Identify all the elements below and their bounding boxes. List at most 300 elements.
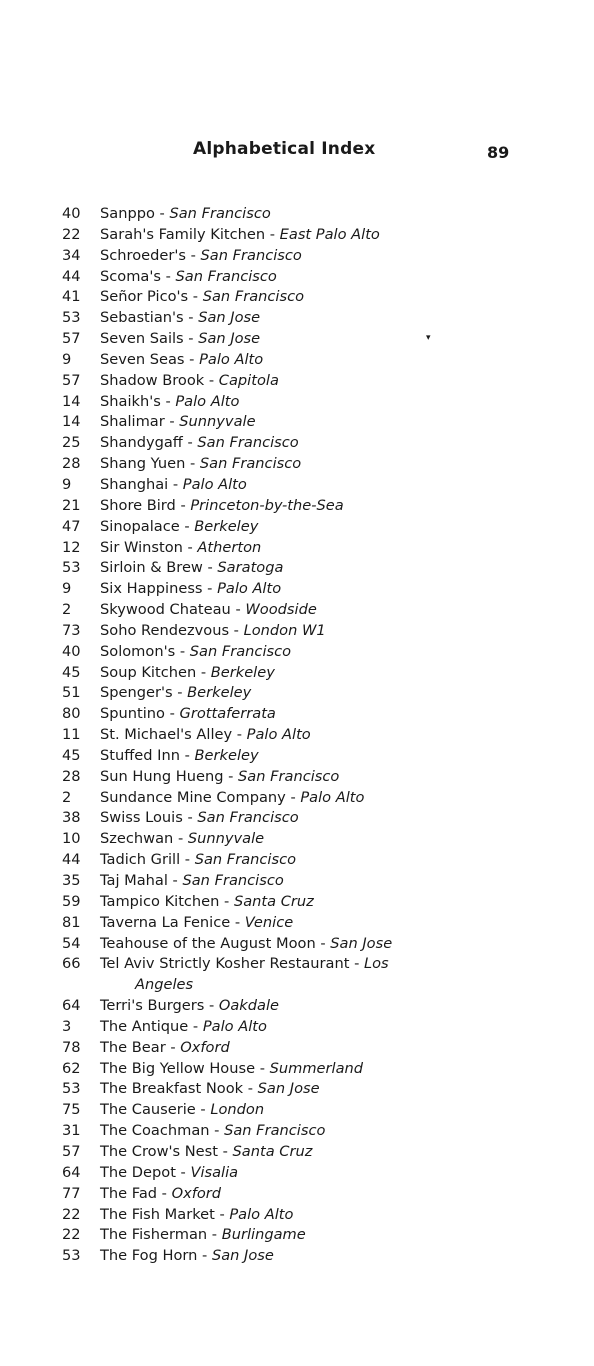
page-ref-number: 21 xyxy=(62,496,81,514)
location: San Francisco xyxy=(182,872,284,889)
page-ref-number: 31 xyxy=(62,1122,81,1140)
entry-text xyxy=(100,538,261,559)
entry-text xyxy=(100,475,247,496)
list-item xyxy=(0,600,594,621)
separator: - xyxy=(195,1101,211,1119)
separator: - xyxy=(157,1184,172,1202)
restaurant-name: Solomon's xyxy=(100,642,176,660)
page-ref-number: 28 xyxy=(62,767,81,785)
restaurant-name: Tampico Kitchen xyxy=(100,892,220,910)
separator: - xyxy=(184,350,200,368)
restaurant-name: The Breakfast Nook xyxy=(100,1080,244,1098)
location: Capitola xyxy=(218,371,279,389)
restaurant-name: Señor Pico's xyxy=(100,288,189,306)
separator: - xyxy=(204,371,219,389)
entry-text xyxy=(100,1017,267,1038)
location: San Francisco xyxy=(189,642,292,660)
list-item xyxy=(0,1121,594,1142)
entry-text xyxy=(100,308,260,329)
location: Palo Alto xyxy=(229,1205,294,1223)
separator: - xyxy=(209,1122,225,1140)
entry-text xyxy=(100,246,302,267)
location: San Francisco xyxy=(200,246,302,264)
restaurant-name: Taverna La Fenice xyxy=(100,913,231,931)
page-ref-number: 57 xyxy=(62,371,81,389)
location: San Jose xyxy=(257,1080,320,1098)
entry-text xyxy=(100,204,271,225)
separator: - xyxy=(182,434,198,452)
location: Visalia xyxy=(190,1163,239,1181)
separator: - xyxy=(182,809,198,827)
separator: - xyxy=(197,1247,212,1265)
list-item xyxy=(0,621,594,642)
list-item xyxy=(0,433,594,454)
entry-text xyxy=(100,371,279,392)
entry-text xyxy=(100,934,392,955)
separator: - xyxy=(243,1080,258,1098)
separator: - xyxy=(204,997,219,1015)
location: Berkeley xyxy=(210,663,275,681)
location: Berkeley xyxy=(194,517,259,535)
separator: - xyxy=(255,1059,270,1077)
entry-text xyxy=(100,1142,312,1163)
location: San Francisco xyxy=(194,851,297,869)
list-item xyxy=(0,871,594,892)
location: Santa Cruz xyxy=(233,892,314,910)
entry-text xyxy=(100,1246,274,1267)
list-item xyxy=(0,1079,594,1100)
separator: - xyxy=(161,267,176,285)
page-ref-number: 64 xyxy=(62,1163,81,1181)
list-item xyxy=(0,392,594,413)
separator: - xyxy=(154,205,170,222)
location-continuation: Angeles xyxy=(135,976,194,994)
entry-text xyxy=(100,1205,293,1226)
entry-text xyxy=(100,225,380,246)
page-number: 89 xyxy=(487,143,510,162)
location: Palo Alto xyxy=(246,726,311,744)
page-ref-number: 14 xyxy=(62,392,81,410)
list-item xyxy=(0,308,594,329)
entry-text xyxy=(100,954,389,975)
entry-text xyxy=(100,287,304,308)
page-ref-number: 75 xyxy=(62,1101,81,1119)
location: Palo Alto xyxy=(199,350,264,368)
list-item xyxy=(0,642,594,663)
list-item xyxy=(0,496,594,517)
separator: - xyxy=(175,1163,191,1181)
location: Oxford xyxy=(171,1184,222,1202)
entry-text xyxy=(100,1225,306,1246)
restaurant-name: Sun Hung Hueng xyxy=(100,767,224,785)
page-ref-number: 35 xyxy=(62,872,81,889)
restaurant-name: The Big Yellow House xyxy=(100,1059,256,1077)
separator: - xyxy=(230,913,245,931)
index-list xyxy=(0,204,594,1267)
separator: - xyxy=(196,663,211,681)
list-item xyxy=(0,808,594,829)
list-item xyxy=(0,954,594,975)
entry-text xyxy=(100,850,296,871)
stray-mark: ▾ xyxy=(426,333,431,343)
list-item xyxy=(0,329,594,350)
separator: - xyxy=(214,1205,230,1223)
restaurant-name: Seven Seas xyxy=(100,350,185,368)
list-item xyxy=(0,1017,594,1038)
page-ref-number: 78 xyxy=(62,1038,81,1056)
restaurant-name: Soup Kitchen xyxy=(100,663,197,681)
entry-text xyxy=(100,892,314,913)
page-ref-number: 45 xyxy=(62,746,81,764)
separator: - xyxy=(230,601,246,619)
list-item xyxy=(0,558,594,579)
restaurant-name: Sirloin & Brew xyxy=(100,559,203,577)
list-item xyxy=(0,788,594,809)
list-item xyxy=(0,454,594,475)
restaurant-name: Sanppo xyxy=(100,205,155,222)
list-item xyxy=(0,475,594,496)
page-ref-number: 80 xyxy=(62,705,81,723)
page-ref-number: 11 xyxy=(62,726,81,744)
restaurant-name: Scoma's xyxy=(100,267,161,285)
location: San Francisco xyxy=(199,455,302,473)
restaurant-name: Spuntino xyxy=(100,705,165,723)
restaurant-name: Sebastian's xyxy=(100,309,184,327)
location: San Francisco xyxy=(224,1122,326,1140)
location: Sunnyvale xyxy=(179,413,256,431)
entry-text xyxy=(100,433,299,454)
list-item xyxy=(0,892,594,913)
restaurant-name: Six Happiness xyxy=(100,580,203,598)
entry-text xyxy=(100,829,264,850)
page-ref-number: 53 xyxy=(62,1080,81,1098)
restaurant-name: Shang Yuen xyxy=(100,455,186,473)
separator: - xyxy=(172,684,188,702)
separator: - xyxy=(185,455,200,473)
separator: - xyxy=(168,475,183,493)
separator: - xyxy=(188,288,203,306)
list-item xyxy=(0,829,594,850)
separator: - xyxy=(164,413,180,431)
entry-text xyxy=(100,808,299,829)
separator: - xyxy=(218,1142,233,1160)
list-item xyxy=(0,579,594,600)
separator: - xyxy=(349,955,364,973)
separator: - xyxy=(173,830,188,848)
entry-text xyxy=(100,1059,363,1080)
list-item xyxy=(0,1059,594,1080)
entry-text xyxy=(100,350,263,371)
location: Berkeley xyxy=(187,684,252,702)
restaurant-name: The Fisherman xyxy=(100,1226,208,1244)
page-ref-number: 53 xyxy=(62,1247,81,1265)
restaurant-name: The Fog Horn xyxy=(100,1247,198,1265)
page-ref-number: 44 xyxy=(62,851,81,869)
restaurant-name: Shanghai xyxy=(100,475,169,493)
list-item xyxy=(0,412,594,433)
page-ref-number: 14 xyxy=(62,413,81,431)
restaurant-name: Seven Sails xyxy=(100,330,184,348)
location: East Palo Alto xyxy=(279,225,380,243)
page-ref-number: 34 xyxy=(62,246,81,264)
list-item xyxy=(0,517,594,538)
separator: - xyxy=(179,746,195,764)
location: Los xyxy=(364,955,389,973)
location: San Francisco xyxy=(197,809,299,827)
page-ref-number: 41 xyxy=(62,288,81,306)
entry-text xyxy=(100,621,326,642)
entry-text xyxy=(100,913,293,934)
separator: - xyxy=(315,934,331,952)
restaurant-name: Sinopalace xyxy=(100,517,180,535)
restaurant-name: The Antique xyxy=(100,1017,189,1035)
location: Atherton xyxy=(197,538,262,556)
restaurant-name: Shaikh's xyxy=(100,392,161,410)
location: San Jose xyxy=(198,330,261,348)
restaurant-name: Sundance Mine Company xyxy=(100,788,286,806)
list-item xyxy=(0,246,594,267)
location: London xyxy=(210,1101,265,1119)
page-ref-number: 59 xyxy=(62,892,81,910)
restaurant-name: Shadow Brook xyxy=(100,371,205,389)
entry-text xyxy=(100,517,258,538)
list-item xyxy=(0,996,594,1017)
page-ref-number: 44 xyxy=(62,267,81,285)
entry-text xyxy=(100,267,277,288)
list-item xyxy=(0,1100,594,1121)
list-item xyxy=(0,204,594,225)
location: San Francisco xyxy=(238,767,340,785)
location: Oxford xyxy=(180,1038,230,1056)
entry-text xyxy=(100,704,276,725)
list-item xyxy=(0,267,594,288)
page-ref-number: 2 xyxy=(62,788,72,806)
list-item xyxy=(0,767,594,788)
list-item xyxy=(0,1163,594,1184)
restaurant-name: Shalimar xyxy=(100,413,165,431)
separator: - xyxy=(185,246,201,264)
entry-text xyxy=(100,392,239,413)
list-item xyxy=(0,683,594,704)
page-ref-number: 81 xyxy=(62,913,81,931)
entry-text xyxy=(100,725,311,746)
separator: - xyxy=(175,496,191,514)
page-ref-number: 54 xyxy=(62,934,81,952)
entry-text xyxy=(100,871,284,892)
page-ref-number: 22 xyxy=(62,225,81,243)
separator: - xyxy=(202,580,218,598)
list-item xyxy=(0,934,594,955)
list-item xyxy=(0,538,594,559)
location: Sunnyvale xyxy=(187,830,265,848)
list-item xyxy=(0,1246,594,1267)
page-ref-number: 57 xyxy=(62,1142,81,1160)
restaurant-name: Soho Rendezvous xyxy=(100,621,230,639)
page-ref-number: 40 xyxy=(62,205,81,222)
separator: - xyxy=(175,642,190,660)
page-ref-number: 47 xyxy=(62,517,81,535)
page-ref-number: 51 xyxy=(62,684,81,702)
list-item xyxy=(0,371,594,392)
page-ref-number: 9 xyxy=(62,350,72,368)
list-item xyxy=(0,287,594,308)
restaurant-name: The Depot xyxy=(100,1163,176,1181)
restaurant-name: Teahouse of the August Moon xyxy=(100,934,316,952)
restaurant-name: Spenger's xyxy=(100,684,173,702)
restaurant-name: Shandygaff xyxy=(100,434,183,452)
list-item-continuation xyxy=(0,975,594,996)
separator: - xyxy=(179,517,195,535)
page-ref-number: 77 xyxy=(62,1184,81,1202)
list-item xyxy=(0,1225,594,1246)
separator: - xyxy=(183,330,199,348)
entry-text xyxy=(100,642,291,663)
entry-text xyxy=(100,329,260,350)
separator: - xyxy=(160,392,176,410)
list-item xyxy=(0,725,594,746)
page-ref-number: 53 xyxy=(62,309,81,327)
location: Woodside xyxy=(245,601,317,619)
page-ref-number: 25 xyxy=(62,434,81,452)
restaurant-name: Swiss Louis xyxy=(100,809,183,827)
location: Palo Alto xyxy=(175,392,240,410)
page-ref-number: 64 xyxy=(62,997,81,1015)
restaurant-name: Tadich Grill xyxy=(100,851,181,869)
restaurant-name: St. Michael's Alley xyxy=(100,726,233,744)
location: Burlingame xyxy=(221,1226,306,1244)
restaurant-name: The Fad xyxy=(100,1184,158,1202)
list-item xyxy=(0,913,594,934)
location: Grottaferrata xyxy=(179,705,276,723)
entry-text xyxy=(100,683,251,704)
location: Santa Cruz xyxy=(232,1142,313,1160)
page-ref-number: 9 xyxy=(62,475,72,493)
list-item xyxy=(0,704,594,725)
page-ref-number: 57 xyxy=(62,330,81,348)
separator: - xyxy=(232,726,247,744)
location: Princeton-by-the-Sea xyxy=(190,496,344,514)
page-ref-number: 62 xyxy=(62,1059,81,1077)
restaurant-name: Szechwan xyxy=(100,830,174,848)
restaurant-name: Shore Bird xyxy=(100,496,176,514)
list-item xyxy=(0,1184,594,1205)
list-item xyxy=(0,225,594,246)
page-ref-number: 73 xyxy=(62,621,81,639)
page-ref-number: 3 xyxy=(62,1017,72,1035)
restaurant-name: The Coachman xyxy=(100,1122,210,1140)
separator: - xyxy=(265,225,280,243)
restaurant-name: Schroeder's xyxy=(100,246,186,264)
separator: - xyxy=(285,788,301,806)
page-ref-number: 66 xyxy=(62,955,81,973)
location: Oakdale xyxy=(218,997,279,1015)
restaurant-name: Skywood Chateau xyxy=(100,601,231,619)
separator: - xyxy=(207,1226,222,1244)
separator: - xyxy=(188,1017,203,1035)
entry-text xyxy=(100,663,275,684)
separator: - xyxy=(164,705,180,723)
restaurant-name: The Bear xyxy=(100,1038,166,1056)
entry-text xyxy=(100,454,301,475)
restaurant-name: Terri's Burgers xyxy=(100,997,205,1015)
entry-text xyxy=(100,1184,221,1205)
page-ref-number: 22 xyxy=(62,1205,81,1223)
separator: - xyxy=(202,559,218,577)
restaurant-name: The Causerie xyxy=(100,1101,196,1119)
separator: - xyxy=(183,309,199,327)
entry-text xyxy=(100,996,279,1017)
location: San Jose xyxy=(211,1247,274,1265)
page-ref-number: 9 xyxy=(62,580,72,598)
list-item xyxy=(0,663,594,684)
page-ref-number: 28 xyxy=(62,455,81,473)
page-ref-number: 22 xyxy=(62,1226,81,1244)
location: San Jose xyxy=(198,309,261,327)
separator: - xyxy=(180,851,195,869)
page-ref-number: 10 xyxy=(62,830,81,848)
page-ref-number: 2 xyxy=(62,601,72,619)
page-ref-number: 40 xyxy=(62,642,81,660)
page-title: Alphabetical Index xyxy=(193,139,376,159)
separator: - xyxy=(167,872,183,889)
list-item xyxy=(0,350,594,371)
entry-text xyxy=(100,600,317,621)
location: San Francisco xyxy=(169,205,271,222)
separator: - xyxy=(182,538,198,556)
location: Summerland xyxy=(269,1059,364,1077)
separator: - xyxy=(219,892,234,910)
separator: - xyxy=(165,1038,181,1056)
separator: - xyxy=(229,621,244,639)
location: San Francisco xyxy=(197,434,299,452)
entry-text xyxy=(100,412,256,433)
entry-text xyxy=(100,558,283,579)
location: San Francisco xyxy=(202,288,305,306)
entry-text xyxy=(100,746,259,767)
list-item xyxy=(0,1205,594,1226)
location: Venice xyxy=(244,913,294,931)
location: Palo Alto xyxy=(182,475,247,493)
list-item xyxy=(0,1038,594,1059)
entry-text xyxy=(100,1079,320,1100)
restaurant-name: Sarah's Family Kitchen xyxy=(100,225,266,243)
restaurant-name: Sir Winston xyxy=(100,538,183,556)
entry-text xyxy=(100,579,281,600)
restaurant-name: Stuffed Inn xyxy=(100,746,180,764)
entry-text xyxy=(100,1038,230,1059)
separator: - xyxy=(223,767,239,785)
location: Palo Alto xyxy=(202,1017,267,1035)
restaurant-name: The Crow's Nest xyxy=(100,1142,218,1160)
entry-text xyxy=(100,1163,238,1184)
entry-text xyxy=(100,496,344,517)
page-ref-number: 12 xyxy=(62,538,81,556)
location: Saratoga xyxy=(217,559,284,577)
entry-text xyxy=(100,767,339,788)
entry-text xyxy=(100,788,364,809)
entry-text xyxy=(100,1100,264,1121)
restaurant-name: The Fish Market xyxy=(100,1205,215,1223)
list-item xyxy=(0,1142,594,1163)
location: San Francisco xyxy=(175,267,277,285)
page-ref-number: 38 xyxy=(62,809,81,827)
restaurant-name: Tel Aviv Strictly Kosher Restaurant xyxy=(100,955,350,973)
page-ref-number: 53 xyxy=(62,559,81,577)
location: Berkeley xyxy=(194,746,259,764)
location: Palo Alto xyxy=(217,580,282,598)
location: San Jose xyxy=(330,934,393,952)
list-item xyxy=(0,746,594,767)
